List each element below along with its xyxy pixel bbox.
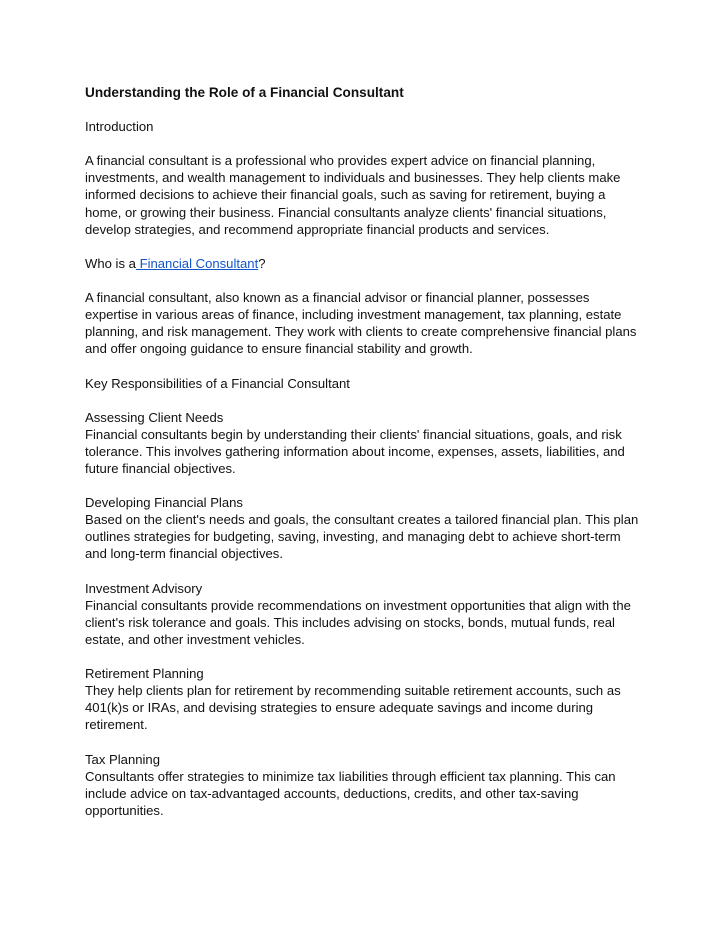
section-tax-planning: [85, 751, 645, 819]
section-retirement-planning: [85, 665, 645, 733]
who-paragraph: A financial consultant, also known as a financial advisor or financial planner, possesses expertise in various areas of finance, including investment management, tax planning, estate planning, and risk management. They work with clients to create comprehensive financial plans and offer ongoing guidance to ensure financial stability and growth.: [85, 290, 637, 357]
section-heading: Retirement Planning: [85, 666, 204, 682]
section-heading: Assessing Client Needs: [85, 409, 224, 425]
section-developing-financial-plans: [85, 494, 645, 562]
section-body: Financial consultants begin by understanding their clients' financial situations, goals, and risk tolerance. This involves gathering information about income, expenses, assets, liabilities, and future financial objectives.: [85, 426, 625, 476]
intro-paragraph: A financial consultant is a professional who provides expert advice on financial planning, investments, and wealth management to individuals and businesses. They help clients make informed decisions to achieve their financial goals, such as saving for retirement, buying a home, or growing their business. Financial consultants analyze clients' financial situations, develop strategies, and recommend appropriate financial products and services.: [85, 153, 621, 237]
section-heading: Investment Advisory: [85, 580, 203, 596]
financial-consultant-link[interactable]: Financial Consultant: [135, 255, 259, 271]
section-heading: Tax Planning: [85, 751, 160, 767]
responsibilities-heading: Key Responsibilities of a Financial Consultant: [85, 375, 350, 391]
section-body: Based on the client's needs and goals, the consultant creates a tailored financial plan. This plan outlines strategies for budgeting, saving, investing, and managing debt to achieve short-term and long-term financial objectives.: [85, 512, 639, 562]
section-body: Consultants offer strategies to minimize tax liabilities through efficient tax planning. This can include advice on tax-advantaged accounts, deductions, credits, and other tax-saving opportunities.: [85, 768, 616, 818]
section-heading: Developing Financial Plans: [85, 495, 243, 511]
who-heading: [85, 255, 645, 272]
who-heading-suffix: ?: [258, 255, 266, 271]
who-heading-prefix: Who is a: [85, 255, 136, 271]
section-body: They help clients plan for retirement by recommending suitable retirement accounts, such as 401(k)s or IRAs, and devising strategies to ensure adequate savings and income during retirement.: [85, 683, 621, 733]
section-assessing-client-needs: [85, 409, 645, 477]
section-body: Financial consultants provide recommendations on investment opportunities that align with the client's risk tolerance and goals. This includes advising on stocks, bonds, mutual funds, real estate, and other investment vehicles.: [85, 597, 631, 647]
document-page: [85, 84, 645, 836]
page-title: Understanding the Role of a Financial Consultant: [85, 85, 404, 100]
intro-heading: Introduction: [85, 119, 154, 135]
section-investment-advisory: [85, 580, 645, 648]
